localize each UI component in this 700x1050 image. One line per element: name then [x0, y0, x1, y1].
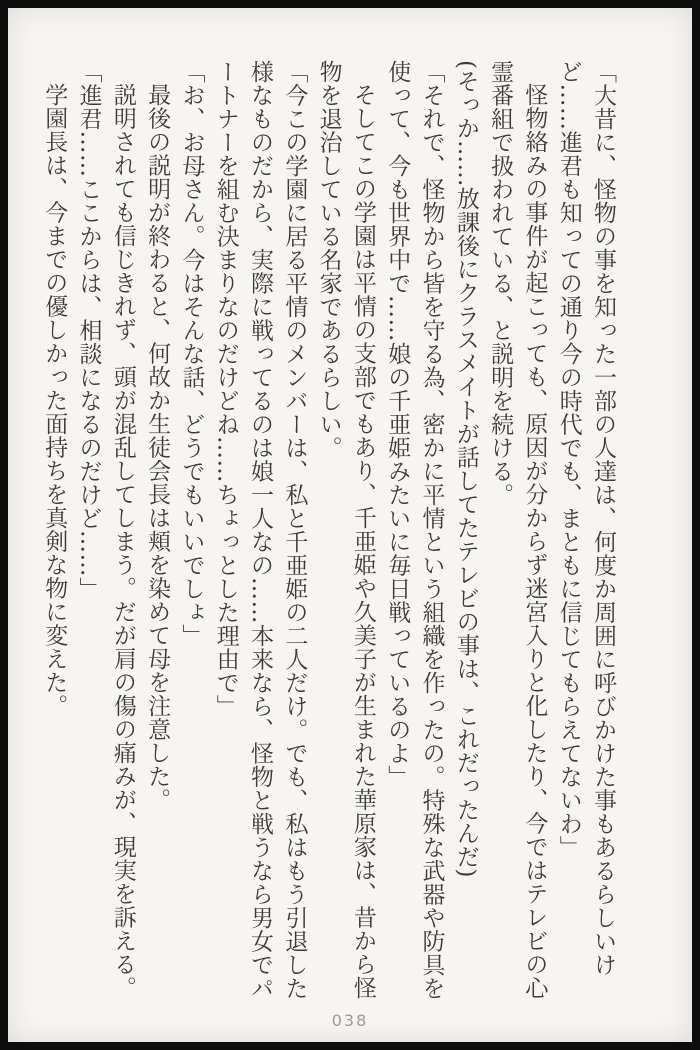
paragraph-line: 「進君……ここからは、相談になるのだけど……」 — [75, 60, 102, 601]
paragraph-line: そしてこの学園は平情の支部でもあり、千亜姫や久美子が生まれた華原家は、昔から怪物を退治している名家であるらしい。 — [315, 60, 376, 1000]
paragraph-line: 「大昔に、怪物の事を知った一部の人達は、何度か周囲に呼びかけた事もあるらしいけど……進君も知っての通り今の時代でも、まともに信じてもらえてないわ」 — [555, 60, 616, 977]
paragraph-line: 「それで、怪物から皆を守る為、密かに平情という組織を作ったの。特殊な武器や防具を使って、今も世界中で……娘の千亜姫みたいに毎日戦っているのよ」 — [384, 60, 445, 1000]
page-number: 038 — [331, 1011, 369, 1030]
vertical-text-block — [37, 60, 620, 1000]
paragraph-line: 「今この学園に居る平情のメンバーは、私と千亜姫の二人だけ。でも、私はもう引退した様なものだから、実際に戦ってるのは娘一人なの……本来なら、怪物と戦うなら男女でパートナーを組む決まりなのだけどね……ちょっとした理由で」 — [212, 60, 308, 1000]
novel-page — [8, 8, 692, 1042]
paragraph-line: (そっか……放課後にクラスメイトが話してたテレビの事は、これだったんだ) — [452, 60, 479, 878]
paragraph-line: 学園長は、今までの優しかった面持ちを真剣な物に変えた。 — [41, 83, 68, 718]
paragraph-line: 説明されても信じきれず、頭が混乱してしまう。だが肩の傷の痛みが、現実を訴える。 — [109, 83, 136, 1000]
paragraph-line: 最後の説明が終わると、何故か生徒会長は頬を染めて母を注意した。 — [144, 83, 171, 812]
paragraph-line: 怪物絡みの事件が起こっても、原因が分からず迷宮入りと化したり、今ではテレビの心霊番組で扱われている、と説明を続ける。 — [487, 60, 548, 1000]
paragraph-line: 「お、お母さん。今はそんな話、どうでもいいでしょ」 — [178, 60, 205, 648]
